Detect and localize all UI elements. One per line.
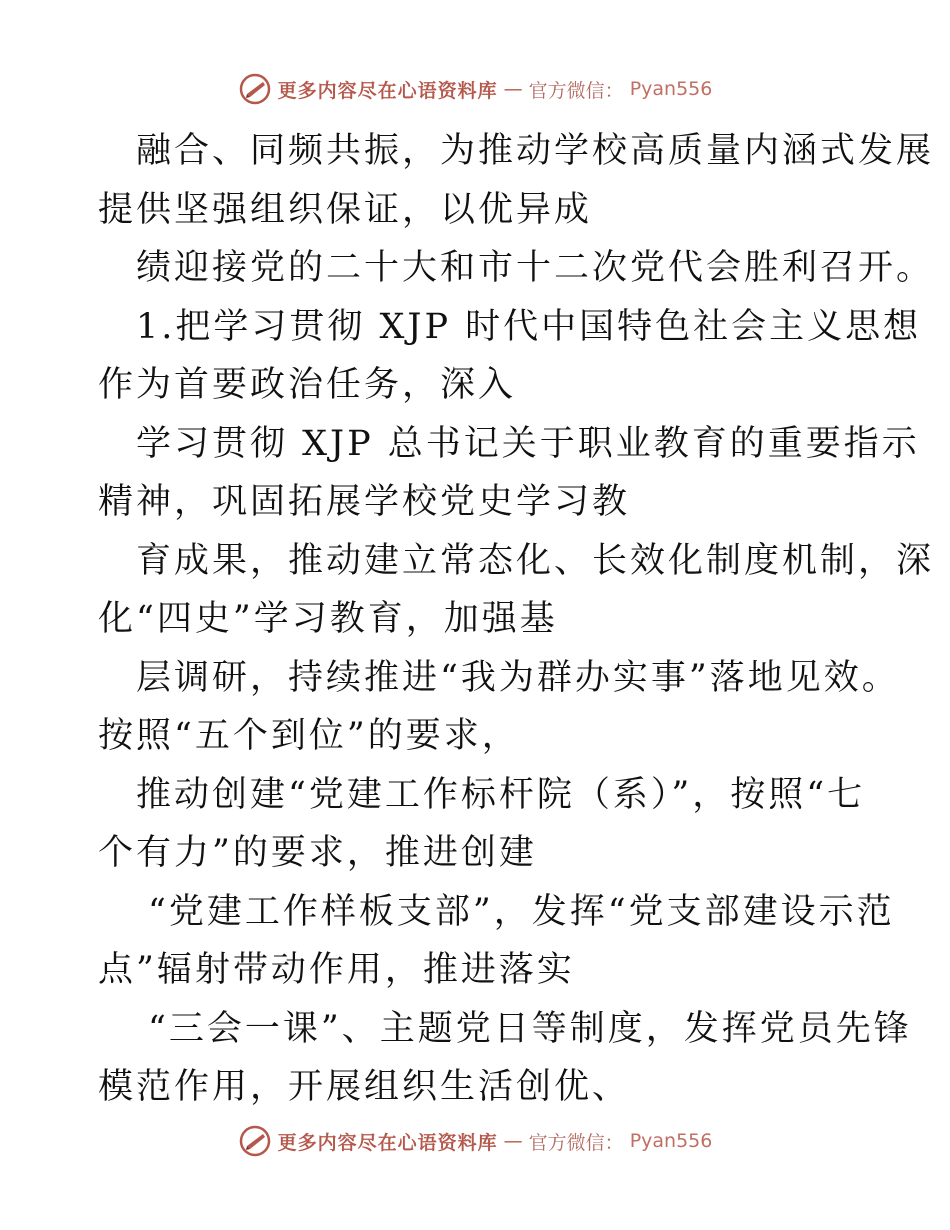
- watermark-dash: —: [503, 1130, 523, 1152]
- header-watermark: [0, 72, 950, 106]
- text-line: 提供坚强组织保证，以优异成: [98, 189, 593, 230]
- text-line: 作为首要政治任务，深入: [98, 365, 517, 405]
- watermark-dash: —: [503, 78, 523, 100]
- text-line: “三会一课”、主题党日等制度，发挥党员先锋: [148, 1008, 912, 1049]
- text-line: 学习贯彻 XJP 总书记关于职业教育的重要指示: [136, 423, 920, 464]
- text-line: 模范作用，开展组织生活创优、: [98, 1067, 631, 1107]
- text-line: 育成果，推动建立常态化、长效化制度机制，深: [136, 540, 935, 581]
- document-body: [98, 122, 935, 1117]
- text-line: 化“四史”学习教育，加强基: [98, 599, 558, 639]
- text-line: 推动创建“党建工作标杆院（系）”，按照“七: [136, 774, 866, 815]
- watermark-site-name: 更多内容尽在心语资料库: [277, 79, 498, 102]
- text-line: 精神，巩固拓展学校党史学习教: [98, 482, 631, 522]
- stamp-logo-icon: [238, 1124, 272, 1158]
- text-line: 按照“五个到位”的要求，: [98, 716, 520, 756]
- text-line: 融合、同频共振，为推动学校高质量内涵式发展: [136, 131, 935, 171]
- stamp-logo-icon: [238, 72, 272, 106]
- text-line: 层调研，持续推进“我为群办实事”落地见效。: [136, 657, 900, 698]
- text-line: 绩迎接党的二十大和市十二次党代会胜利召开。: [136, 248, 935, 288]
- watermark-wechat-id: Pyan556: [629, 78, 713, 100]
- text-line: 点”辐射带动作用，推进落实: [98, 950, 575, 990]
- watermark-wechat-label: 官方微信：: [528, 1131, 624, 1154]
- watermark-wechat-id: Pyan556: [629, 1130, 713, 1152]
- text-line: 个有力”的要求，推进创建: [98, 833, 537, 873]
- footer-watermark: [0, 1124, 950, 1158]
- text-line: “党建工作样板支部”，发挥“党支部建设示范: [148, 891, 895, 932]
- watermark-site-name: 更多内容尽在心语资料库: [277, 1131, 498, 1154]
- watermark-wechat-label: 官方微信：: [528, 79, 624, 102]
- text-line: 1.把学习贯彻 XJP 时代中国特色社会主义思想: [136, 306, 922, 347]
